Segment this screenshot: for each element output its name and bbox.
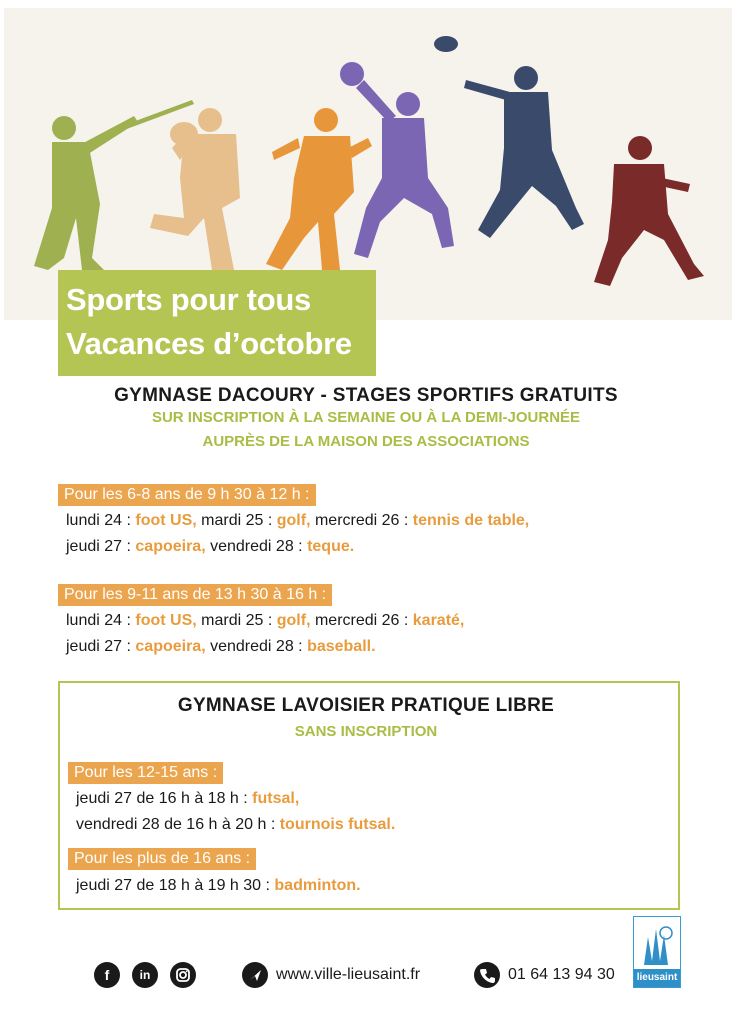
day-label: mercredi 26 : [310, 612, 413, 629]
schedule-9-11-line-2 [66, 634, 376, 660]
schedule-6-8-line-2 [66, 534, 354, 560]
lavoisier-heading: GYMNASE LAVOISIER PRATIQUE LIBRE [177, 695, 555, 716]
day-label: mercredi 26 : [310, 512, 413, 529]
association-note: AUPRÈS DE LA MAISON DES ASSOCIATIONS [202, 433, 530, 450]
schedule-12-15-line-2 [76, 812, 395, 838]
title-line-1: Sports pour tous [66, 282, 311, 317]
title-line-2: Vacances d’octobre [66, 326, 352, 361]
logo-text: lieusaint [634, 969, 680, 987]
age-6-8-tag: Pour les 6-8 ans de 9 h 30 à 12 h : [58, 484, 316, 506]
schedule-12-15-line-1 [76, 786, 299, 812]
schedule-6-8-line-1 [66, 508, 529, 534]
activity: tennis de table, [412, 512, 530, 529]
activity: baseball. [307, 638, 376, 655]
runner-silhouette [266, 108, 372, 270]
activity: futsal, [252, 790, 300, 807]
day-label: vendredi 28 : [205, 638, 308, 655]
receiver-silhouette [340, 62, 454, 258]
website-link[interactable]: www.ville-lieusaint.fr [276, 966, 421, 983]
day-label: jeudi 27 : [66, 538, 136, 555]
activity: foot US, [135, 512, 197, 529]
facebook-icon[interactable]: f [94, 962, 120, 988]
day-label: mardi 25 : [196, 512, 277, 529]
schedule-9-11-line-1 [66, 608, 464, 634]
tennis-player-silhouette [594, 136, 704, 286]
day-label: jeudi 27 de 16 h à 18 h : [76, 790, 253, 807]
day-label: jeudi 27 de 18 h à 19 h 30 : [76, 877, 275, 894]
golfer-silhouette [34, 100, 194, 270]
phone-number[interactable]: 01 64 13 94 30 [508, 966, 615, 983]
activity: teque. [307, 538, 355, 555]
footer [0, 955, 732, 995]
activity: capoeira, [135, 638, 206, 655]
day-label: vendredi 28 : [205, 538, 308, 555]
activity: badminton. [274, 877, 361, 894]
day-label: vendredi 28 de 16 h à 20 h : [76, 816, 280, 833]
no-registration-note: SANS INSCRIPTION [294, 723, 438, 740]
instagram-icon[interactable] [170, 962, 196, 988]
title-box [58, 270, 376, 376]
day-label: lundi 24 : [66, 512, 136, 529]
football-player-silhouette [434, 36, 584, 238]
linkedin-icon[interactable]: in [132, 962, 158, 988]
activity: capoeira, [135, 538, 206, 555]
phone-icon[interactable] [474, 962, 500, 988]
activity: tournois futsal. [279, 816, 396, 833]
day-label: mardi 25 : [196, 612, 277, 629]
dacoury-heading: GYMNASE DACOURY - STAGES SPORTIFS GRATUITS [114, 385, 618, 406]
activity: golf, [276, 512, 311, 529]
age-9-11-tag: Pour les 9-11 ans de 13 h 30 à 16 h : [58, 584, 332, 606]
web-icon[interactable] [242, 962, 268, 988]
day-label: lundi 24 : [66, 612, 136, 629]
registration-note: SUR INSCRIPTION À LA SEMAINE OU À LA DEMI-JOURNÉE [151, 409, 581, 426]
pitcher-silhouette [150, 108, 240, 270]
age-16-plus-tag: Pour les plus de 16 ans : [68, 848, 256, 870]
age-12-15-tag: Pour les 12-15 ans : [68, 762, 223, 784]
day-label: jeudi 27 : [66, 638, 136, 655]
activity: foot US, [135, 612, 197, 629]
activity: golf, [276, 612, 311, 629]
activity: karaté, [412, 612, 465, 629]
schedule-16-plus-line-1 [76, 873, 361, 899]
